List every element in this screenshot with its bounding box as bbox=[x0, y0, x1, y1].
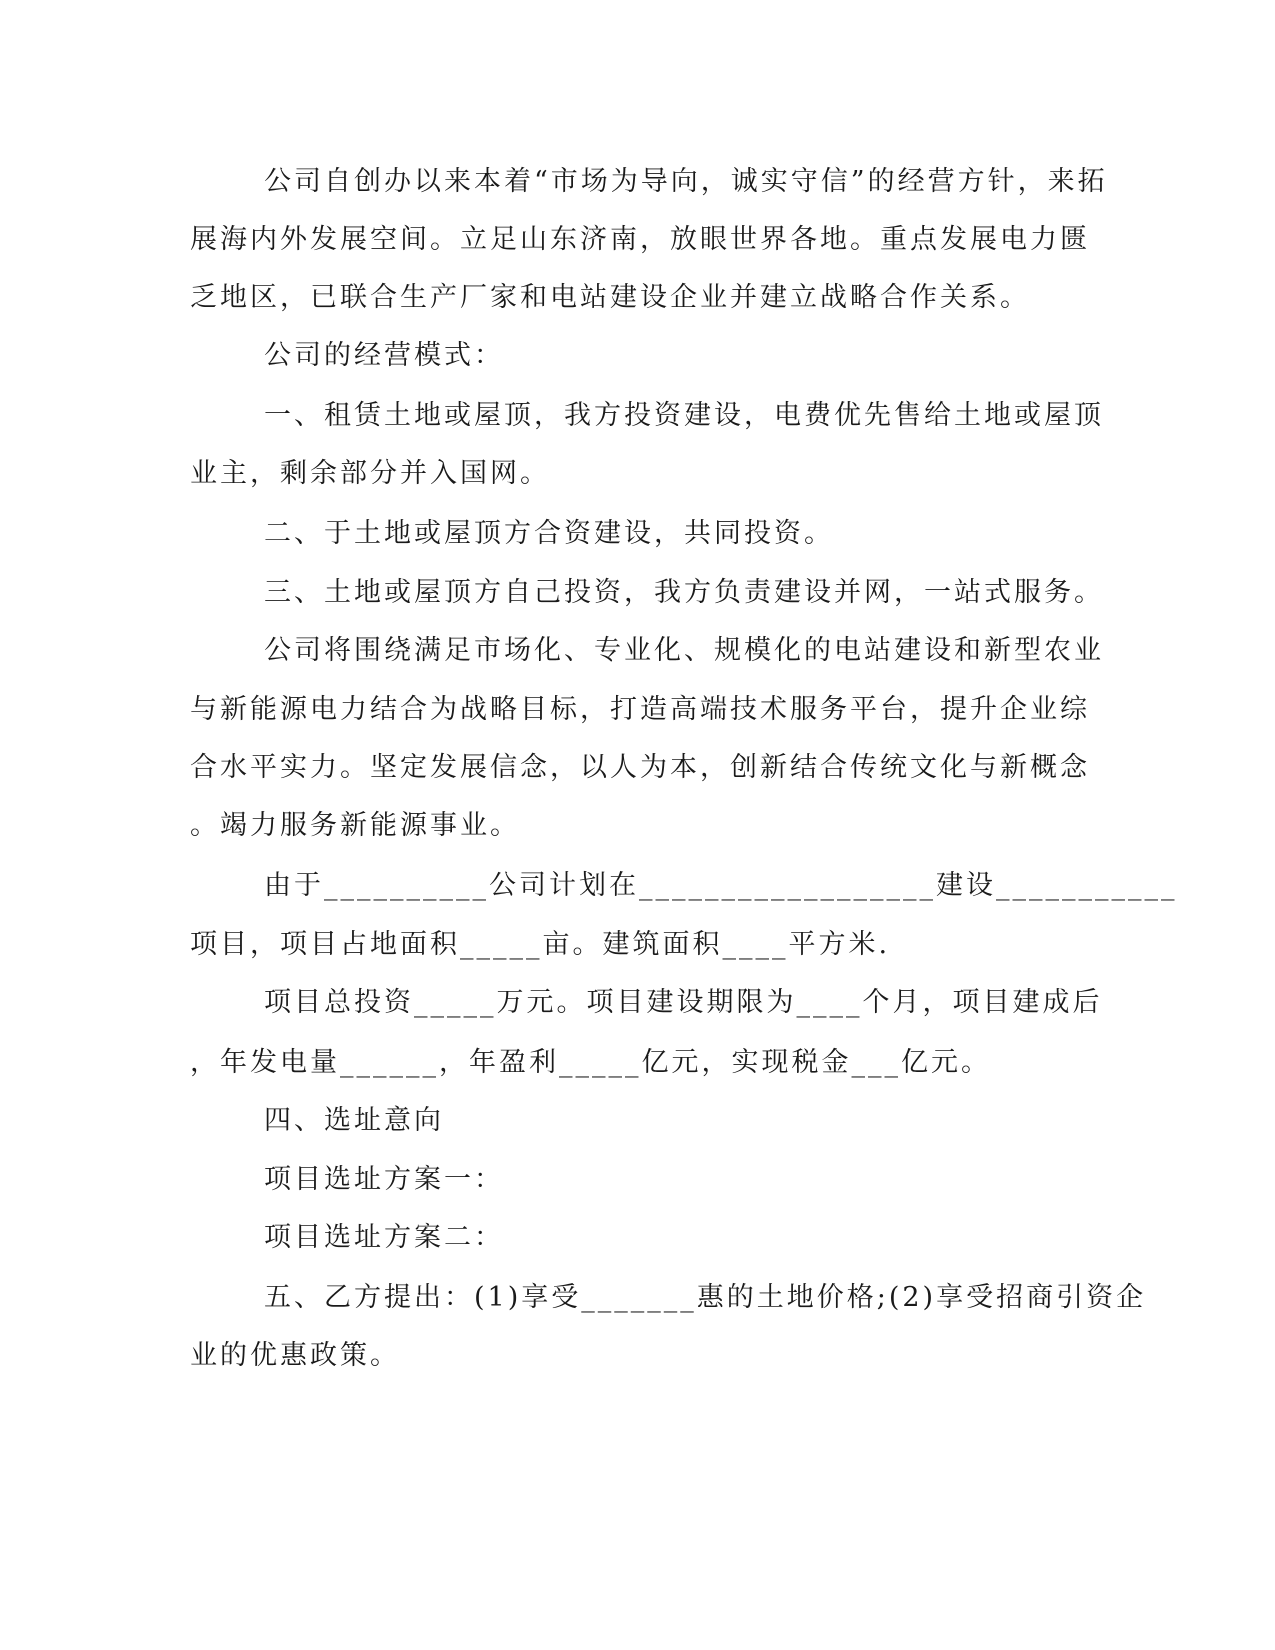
paragraph-line: 合水平实力。坚定发展信念，以人为本，创新结合传统文化与新概念 bbox=[190, 752, 1090, 783]
paragraph-line: 项目选址方案二： bbox=[264, 1222, 504, 1253]
paragraph-line: 五、乙方提出：(1)享受_______惠的土地价格;(2)享受招商引资企 bbox=[264, 1282, 1147, 1313]
paragraph-line: 公司自创办以来本着“市场为导向，诚实守信”的经营方针，来拓 bbox=[264, 166, 1108, 197]
paragraph-line: 项目总投资_____万元。项目建设期限为____个月，项目建成后 bbox=[264, 987, 1103, 1018]
paragraph-line: 乏地区，已联合生产厂家和电站建设企业并建立战略合作关系。 bbox=[190, 282, 1030, 313]
paragraph-line: 由于__________公司计划在__________________建设___________ bbox=[264, 870, 1178, 901]
paragraph-line: 三、土地或屋顶方自己投资，我方负责建设并网，一站式服务。 bbox=[264, 577, 1104, 608]
paragraph-line: 项目，项目占地面积_____亩。建筑面积____平方米. bbox=[190, 929, 891, 960]
paragraph-line: 四、选址意向 bbox=[264, 1105, 444, 1136]
paragraph-line: 业主，剩余部分并入国网。 bbox=[190, 458, 550, 489]
paragraph-line: 展海内外发展空间。立足山东济南，放眼世界各地。重点发展电力匮 bbox=[190, 224, 1090, 255]
paragraph-line: 二、于土地或屋顶方合资建设，共同投资。 bbox=[264, 518, 834, 549]
paragraph-line: 一、租赁土地或屋顶，我方投资建设，电费优先售给土地或屋顶 bbox=[264, 400, 1104, 431]
paragraph-line: ，年发电量______，年盈利_____亿元，实现税金___亿元。 bbox=[190, 1047, 991, 1078]
paragraph-line: 项目选址方案一： bbox=[264, 1164, 504, 1195]
paragraph-line: 业的优惠政策。 bbox=[190, 1340, 400, 1371]
paragraph-line: 。竭力服务新能源事业。 bbox=[190, 810, 520, 841]
paragraph-line: 公司的经营模式： bbox=[264, 340, 504, 371]
paragraph-line: 公司将围绕满足市场化、专业化、规模化的电站建设和新型农业 bbox=[264, 635, 1104, 666]
paragraph-line: 与新能源电力结合为战略目标，打造高端技术服务平台，提升企业综 bbox=[190, 694, 1090, 725]
